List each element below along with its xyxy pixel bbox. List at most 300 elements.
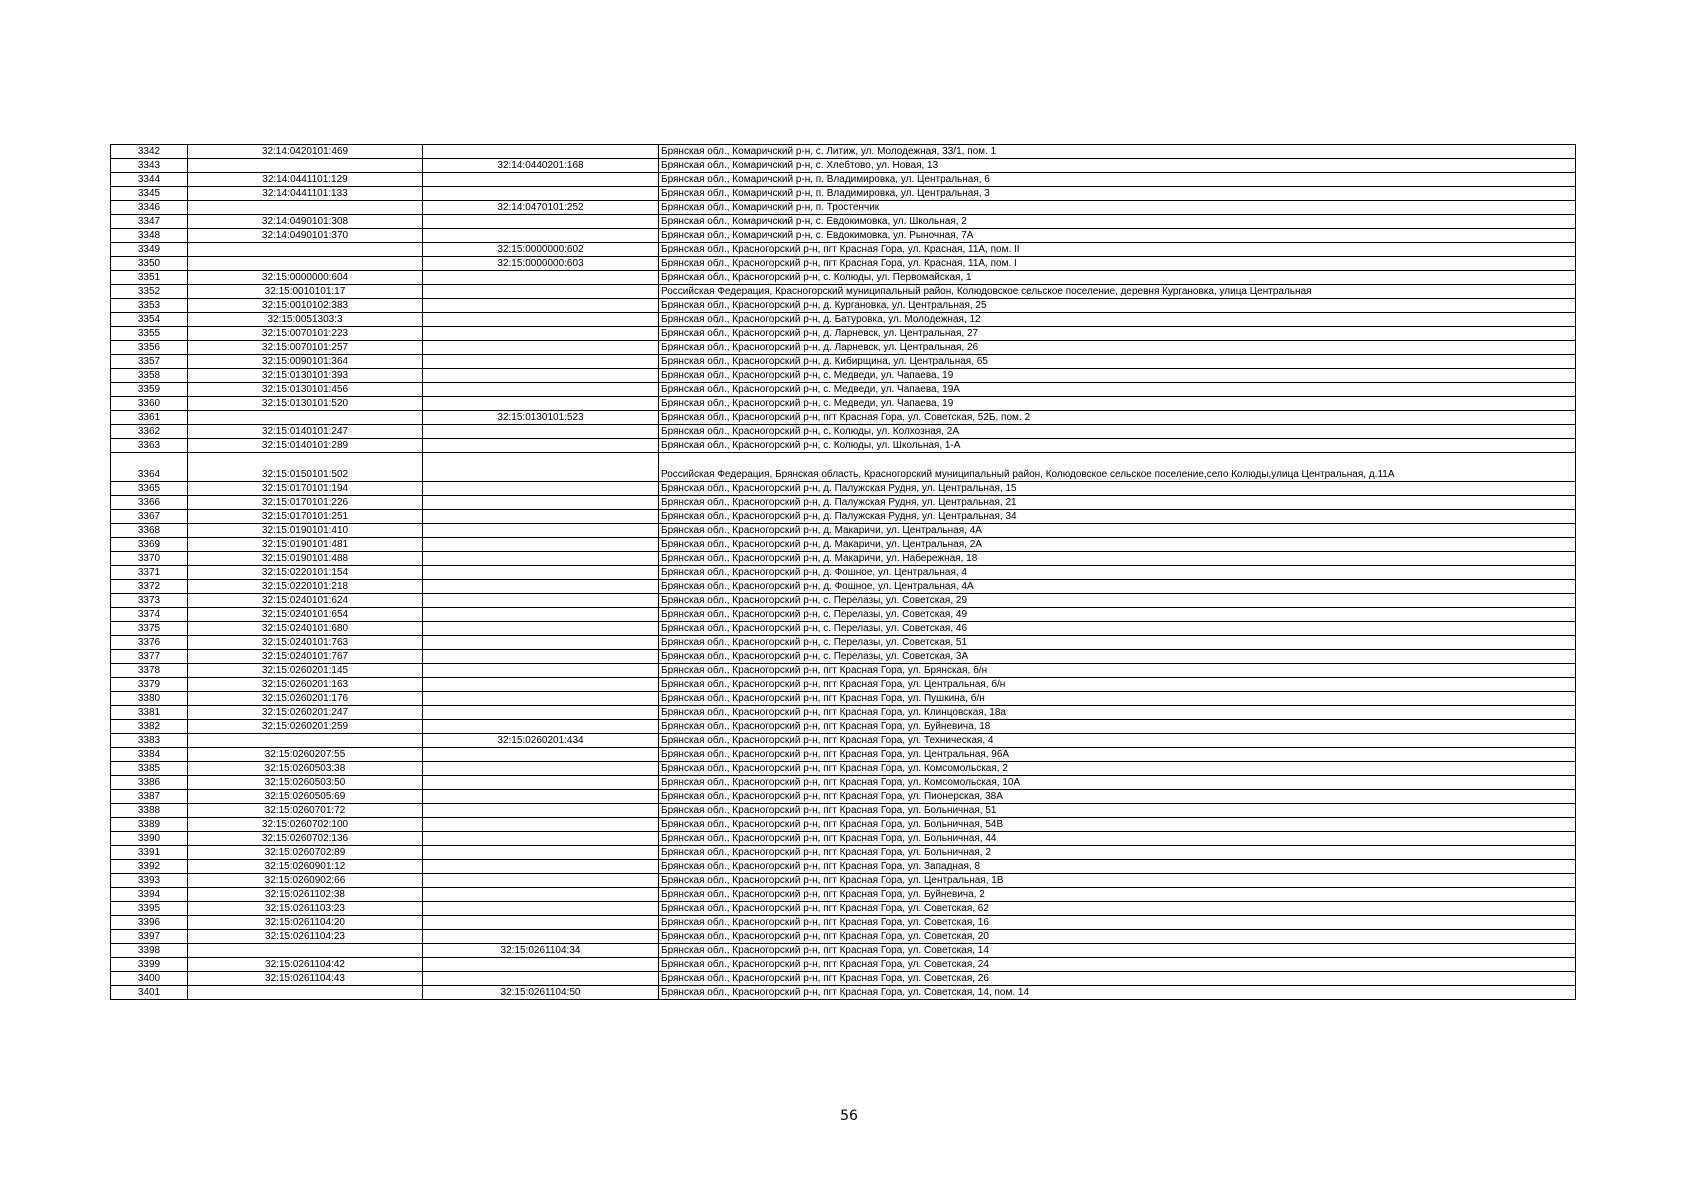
cadastral-number-alt-cell [423,874,659,888]
address-cell: Брянская обл., Красногорский р-н, пгт Красная Гора, ул. Советская, 24 [659,958,1576,972]
cadastral-number-cell: 32:15:0260201:145 [188,664,423,678]
cadastral-number-cell: 32:15:0090101:364 [188,355,423,369]
registry-table-body [111,145,1576,1000]
address-cell: Брянская обл., Красногорский р-н, д. Ларневск, ул. Центральная, 27 [659,327,1576,341]
row-number-cell: 3360 [111,397,188,411]
cadastral-number-alt-cell [423,762,659,776]
table-row [111,159,1576,173]
address-cell: Брянская обл., Комаричский р-н, п. Владимировка, ул. Центральная, 6 [659,173,1576,187]
table-row [111,173,1576,187]
table-row [111,425,1576,439]
table-row [111,902,1576,916]
row-number-cell: 3400 [111,972,188,986]
table-row [111,636,1576,650]
row-number-cell: 3393 [111,874,188,888]
address-cell: Брянская обл., Комаричский р-н, с. Литиж, ул. Молодежная, 33/1, пом. 1 [659,145,1576,159]
address-cell: Брянская обл., Красногорский р-н, пгт Красная Гора, ул. Буйневича, 18 [659,720,1576,734]
address-cell: Брянская обл., Красногорский р-н, д. Батуровка, ул. Молодежная, 12 [659,313,1576,327]
cadastral-number-cell: 32:15:0170101:226 [188,496,423,510]
table-row [111,888,1576,902]
table-row [111,397,1576,411]
cadastral-number-cell: 32:15:0240101:624 [188,594,423,608]
table-row [111,692,1576,706]
cadastral-number-cell [188,734,423,748]
table-row [111,804,1576,818]
cadastral-number-alt-cell [423,678,659,692]
row-number-cell: 3379 [111,678,188,692]
row-number-cell: 3387 [111,790,188,804]
cadastral-number-alt-cell [423,369,659,383]
cadastral-number-cell: 32:14:0490101:370 [188,229,423,243]
address-cell: Брянская обл., Красногорский р-н, д. Кургановка, ул. Центральная, 25 [659,299,1576,313]
address-cell: Брянская обл., Красногорский р-н, с. Колюды, ул. Колхозная, 2А [659,425,1576,439]
row-number-cell: 3349 [111,243,188,257]
table-row [111,790,1576,804]
table-row [111,524,1576,538]
table-row [111,860,1576,874]
cadastral-number-alt-cell: 32:15:0261104:50 [423,986,659,1000]
row-number-cell: 3368 [111,524,188,538]
cadastral-number-alt-cell: 32:15:0000000:603 [423,257,659,271]
table-row [111,720,1576,734]
address-cell: Брянская обл., Красногорский р-н, с. Медведи, ул. Чапаева, 19 [659,369,1576,383]
table-row [111,271,1576,285]
row-number-cell: 3342 [111,145,188,159]
cadastral-number-alt-cell [423,313,659,327]
table-row [111,944,1576,958]
cadastral-number-cell: 32:15:0240101:763 [188,636,423,650]
cadastral-number-cell: 32:15:0260201:163 [188,678,423,692]
address-cell: Брянская обл., Красногорский р-н, с. Медведи, ул. Чапаева, 19А [659,383,1576,397]
cadastral-number-alt-cell: 32:14:0470101:252 [423,201,659,215]
cadastral-number-alt-cell [423,650,659,664]
cadastral-number-cell: 32:15:0260902:66 [188,874,423,888]
cadastral-number-cell: 32:15:0190101:481 [188,538,423,552]
cadastral-number-cell: 32:15:0130101:520 [188,397,423,411]
address-cell: Брянская обл., Красногорский р-н, пгт Красная Гора, ул. Красная, 11А, пом. II [659,243,1576,257]
cadastral-number-cell: 32:15:0261104:23 [188,930,423,944]
row-number-cell: 3385 [111,762,188,776]
row-number-cell: 3362 [111,425,188,439]
cadastral-number-alt-cell [423,958,659,972]
cadastral-number-cell: 32:14:0420101:469 [188,145,423,159]
cadastral-number-alt-cell: 32:15:0130101:523 [423,411,659,425]
cadastral-number-alt-cell [423,888,659,902]
table-row [111,229,1576,243]
cadastral-number-cell: 32:15:0260201:176 [188,692,423,706]
table-row [111,215,1576,229]
cadastral-number-cell: 32:15:0220101:154 [188,566,423,580]
address-cell: Брянская обл., Красногорский р-н, пгт Красная Гора, ул. Советская, 14 [659,944,1576,958]
address-cell: Российская Федерация, Брянская область, Красногорский муниципальный район, Колюдовское сельское поселение,село Колюды,улица Центральная, д.11А [659,453,1576,482]
address-cell: Брянская обл., Красногорский р-н, д. Палужская Рудня, ул. Центральная, 15 [659,482,1576,496]
table-row [111,580,1576,594]
table-row [111,678,1576,692]
address-cell: Брянская обл., Красногорский р-н, пгт Красная Гора, ул. Центральная, 96А [659,748,1576,762]
cadastral-number-alt-cell: 32:14:0440201:168 [423,159,659,173]
row-number-cell: 3395 [111,902,188,916]
address-cell: Брянская обл., Красногорский р-н, пгт Красная Гора, ул. Больничная, 54В [659,818,1576,832]
row-number-cell: 3359 [111,383,188,397]
cadastral-number-cell: 32:15:0190101:410 [188,524,423,538]
table-row [111,594,1576,608]
cadastral-number-cell: 32:15:0000000:604 [188,271,423,285]
row-number-cell: 3396 [111,916,188,930]
cadastral-number-cell: 32:15:0260701:72 [188,804,423,818]
cadastral-number-alt-cell [423,846,659,860]
address-cell: Брянская обл., Красногорский р-н, д. Фошное, ул. Центральная, 4А [659,580,1576,594]
address-cell: Брянская обл., Красногорский р-н, пгт Красная Гора, ул. Техническая, 4 [659,734,1576,748]
address-cell: Брянская обл., Красногорский р-н, с. Перелазы, ул. Советская, 51 [659,636,1576,650]
cadastral-number-alt-cell [423,187,659,201]
cadastral-number-cell: 32:15:0260503:50 [188,776,423,790]
cadastral-number-cell: 32:15:0220101:218 [188,580,423,594]
cadastral-number-cell: 32:15:0170101:251 [188,510,423,524]
row-number-cell: 3378 [111,664,188,678]
row-number-cell: 3356 [111,341,188,355]
table-row [111,383,1576,397]
cadastral-number-alt-cell [423,622,659,636]
address-cell: Брянская обл., Комаричский р-н, п. Тростенчик [659,201,1576,215]
row-number-cell: 3345 [111,187,188,201]
cadastral-number-alt-cell [423,664,659,678]
cadastral-number-alt-cell [423,608,659,622]
row-number-cell: 3386 [111,776,188,790]
table-row [111,299,1576,313]
cadastral-number-cell [188,944,423,958]
cadastral-number-alt-cell [423,173,659,187]
table-row [111,930,1576,944]
cadastral-number-alt-cell [423,453,659,482]
address-cell: Брянская обл., Красногорский р-н, пгт Красная Гора, ул. Комсомольская, 2 [659,762,1576,776]
cadastral-number-cell [188,159,423,173]
address-cell: Брянская обл., Красногорский р-н, д. Палужская Рудня, ул. Центральная, 21 [659,496,1576,510]
row-number-cell: 3366 [111,496,188,510]
table-row [111,341,1576,355]
cadastral-number-cell [188,201,423,215]
table-row [111,257,1576,271]
address-cell: Брянская обл., Красногорский р-н, с. Перелазы, ул. Советская, 46 [659,622,1576,636]
address-cell: Брянская обл., Красногорский р-н, с. Колюды, ул. Первомайская, 1 [659,271,1576,285]
table-row [111,411,1576,425]
cadastral-number-cell: 32:14:0441101:129 [188,173,423,187]
row-number-cell: 3392 [111,860,188,874]
cadastral-number-cell: 32:15:0260702:100 [188,818,423,832]
cadastral-number-cell: 32:15:0170101:194 [188,482,423,496]
cadastral-number-alt-cell [423,510,659,524]
table-row [111,355,1576,369]
address-cell: Брянская обл., Красногорский р-н, с. Медведи, ул. Чапаева, 19 [659,397,1576,411]
cadastral-number-alt-cell [423,439,659,453]
address-cell: Брянская обл., Красногорский р-н, пгт Красная Гора, ул. Пионерская, 38А [659,790,1576,804]
table-row [111,874,1576,888]
cadastral-number-alt-cell [423,215,659,229]
row-number-cell: 3355 [111,327,188,341]
cadastral-number-alt-cell [423,972,659,986]
row-number-cell: 3351 [111,271,188,285]
table-row [111,453,1576,482]
address-cell: Брянская обл., Комаричский р-н, п. Владимировка, ул. Центральная, 3 [659,187,1576,201]
cadastral-number-alt-cell [423,341,659,355]
address-cell: Брянская обл., Красногорский р-н, пгт Красная Гора, ул. Брянская, б/н [659,664,1576,678]
cadastral-number-cell: 32:15:0261102:38 [188,888,423,902]
row-number-cell: 3382 [111,720,188,734]
row-number-cell: 3361 [111,411,188,425]
cadastral-number-alt-cell [423,538,659,552]
cadastral-number-cell: 32:15:0130101:456 [188,383,423,397]
row-number-cell: 3371 [111,566,188,580]
address-cell: Брянская обл., Красногорский р-н, с. Колюды, ул. Школьная, 1-А [659,439,1576,453]
cadastral-number-alt-cell [423,355,659,369]
row-number-cell: 3397 [111,930,188,944]
table-row [111,706,1576,720]
address-cell: Брянская обл., Комаричский р-н, с. Евдокимовка, ул. Школьная, 2 [659,215,1576,229]
cadastral-number-alt-cell [423,271,659,285]
row-number-cell: 3398 [111,944,188,958]
cadastral-number-alt-cell [423,383,659,397]
table-row [111,327,1576,341]
row-number-cell: 3377 [111,650,188,664]
cadastral-number-cell [188,411,423,425]
address-cell: Брянская обл., Красногорский р-н, пгт Красная Гора, ул. Советская, 16 [659,916,1576,930]
cadastral-number-alt-cell [423,860,659,874]
cadastral-number-alt-cell [423,397,659,411]
row-number-cell: 3394 [111,888,188,902]
cadastral-number-cell: 32:15:0070101:223 [188,327,423,341]
cadastral-number-alt-cell [423,552,659,566]
row-number-cell: 3389 [111,818,188,832]
address-cell: Брянская обл., Красногорский р-н, с. Перелазы, ул. Советская, 49 [659,608,1576,622]
table-row [111,748,1576,762]
cadastral-number-alt-cell [423,790,659,804]
table-row [111,313,1576,327]
row-number-cell: 3376 [111,636,188,650]
address-cell: Брянская обл., Красногорский р-н, д. Макаричи, ул. Центральная, 4А [659,524,1576,538]
row-number-cell: 3381 [111,706,188,720]
row-number-cell: 3383 [111,734,188,748]
row-number-cell: 3399 [111,958,188,972]
cadastral-number-cell: 32:15:0260201:259 [188,720,423,734]
row-number-cell: 3369 [111,538,188,552]
cadastral-number-alt-cell [423,636,659,650]
row-number-cell: 3373 [111,594,188,608]
table-row [111,776,1576,790]
cadastral-number-alt-cell [423,776,659,790]
cadastral-number-alt-cell [423,692,659,706]
table-row [111,201,1576,215]
cadastral-number-cell: 32:15:0260901:12 [188,860,423,874]
cadastral-number-alt-cell [423,706,659,720]
table-row [111,439,1576,453]
table-row [111,145,1576,159]
address-cell: Брянская обл., Комаричский р-н, с. Евдокимовка, ул. Рыночная, 7А [659,229,1576,243]
cadastral-number-cell [188,243,423,257]
address-cell: Брянская обл., Красногорский р-н, пгт Красная Гора, ул. Буйневича, 2 [659,888,1576,902]
cadastral-number-cell: 32:15:0150101:502 [188,453,423,482]
table-row [111,916,1576,930]
table-row [111,762,1576,776]
row-number-cell: 3348 [111,229,188,243]
cadastral-number-alt-cell [423,832,659,846]
row-number-cell: 3344 [111,173,188,187]
cadastral-number-cell: 32:15:0260702:136 [188,832,423,846]
row-number-cell: 3375 [111,622,188,636]
address-cell: Брянская обл., Красногорский р-н, д. Кибирщина, ул. Центральная, 65 [659,355,1576,369]
cadastral-number-cell: 32:15:0260503:38 [188,762,423,776]
row-number-cell: 3367 [111,510,188,524]
row-number-cell: 3358 [111,369,188,383]
cadastral-number-alt-cell [423,916,659,930]
cadastral-number-alt-cell [423,524,659,538]
row-number-cell: 3390 [111,832,188,846]
row-number-cell: 3357 [111,355,188,369]
address-cell: Брянская обл., Красногорский р-н, пгт Красная Гора, ул. Советская, 14, пом. 14 [659,986,1576,1000]
address-cell: Брянская обл., Красногорский р-н, д. Ларневск, ул. Центральная, 26 [659,341,1576,355]
table-row [111,566,1576,580]
cadastral-number-alt-cell [423,425,659,439]
row-number-cell: 3353 [111,299,188,313]
cadastral-number-cell: 32:14:0441101:133 [188,187,423,201]
address-cell: Брянская обл., Комаричский р-н, с. Хлебтово, ул. Новая, 13 [659,159,1576,173]
cadastral-number-cell: 32:15:0010101:17 [188,285,423,299]
table-row [111,958,1576,972]
table-row [111,832,1576,846]
table-row [111,510,1576,524]
cadastral-number-cell: 32:15:0261104:20 [188,916,423,930]
cadastral-number-alt-cell [423,566,659,580]
address-cell: Брянская обл., Красногорский р-н, пгт Красная Гора, ул. Больничная, 2 [659,846,1576,860]
address-cell: Брянская обл., Красногорский р-н, пгт Красная Гора, ул. Комсомольская, 10А [659,776,1576,790]
cadastral-number-cell: 32:15:0260505:69 [188,790,423,804]
cadastral-number-alt-cell [423,285,659,299]
row-number-cell: 3350 [111,257,188,271]
address-cell: Российская Федерация, Красногорский муниципальный район, Колюдовское сельское поселение, деревня Кургановка, улица Центральная [659,285,1576,299]
row-number-cell: 3343 [111,159,188,173]
address-cell: Брянская обл., Красногорский р-н, пгт Красная Гора, ул. Больничная, 51 [659,804,1576,818]
row-number-cell: 3354 [111,313,188,327]
address-cell: Брянская обл., Красногорский р-н, пгт Красная Гора, ул. Советская, 26 [659,972,1576,986]
address-cell: Брянская обл., Красногорский р-н, пгт Красная Гора, ул. Красная, 11А, пом. I [659,257,1576,271]
cadastral-number-alt-cell [423,327,659,341]
address-cell: Брянская обл., Красногорский р-н, д. Фошное, ул. Центральная, 4 [659,566,1576,580]
row-number-cell: 3391 [111,846,188,860]
cadastral-number-cell: 32:15:0260201:247 [188,706,423,720]
address-cell: Брянская обл., Красногорский р-н, пгт Красная Гора, ул. Пушкина, б/н [659,692,1576,706]
table-row [111,496,1576,510]
table-row [111,972,1576,986]
table-row [111,818,1576,832]
cadastral-number-cell: 32:15:0051303:3 [188,313,423,327]
address-cell: Брянская обл., Красногорский р-н, пгт Красная Гора, ул. Советская, 52Б, пом. 2 [659,411,1576,425]
cadastral-number-cell: 32:15:0140101:289 [188,439,423,453]
address-cell: Брянская обл., Красногорский р-н, пгт Красная Гора, ул. Клинцовская, 18а [659,706,1576,720]
address-cell: Брянская обл., Красногорский р-н, д. Макаричи, ул. Центральная, 2А [659,538,1576,552]
address-cell: Брянская обл., Красногорский р-н, пгт Красная Гора, ул. Центральная, 1В [659,874,1576,888]
cadastral-number-alt-cell [423,818,659,832]
cadastral-number-cell: 32:15:0240101:767 [188,650,423,664]
table-row [111,538,1576,552]
table-row [111,650,1576,664]
cadastral-number-cell: 32:15:0261104:42 [188,958,423,972]
table-row [111,734,1576,748]
cadastral-number-alt-cell [423,594,659,608]
table-row [111,552,1576,566]
row-number-cell: 3370 [111,552,188,566]
cadastral-number-alt-cell: 32:15:0000000:602 [423,243,659,257]
row-number-cell: 3347 [111,215,188,229]
row-number-cell: 3401 [111,986,188,1000]
row-number-cell: 3384 [111,748,188,762]
address-cell: Брянская обл., Красногорский р-н, пгт Красная Гора, ул. Советская, 20 [659,930,1576,944]
cadastral-number-cell: 32:15:0130101:393 [188,369,423,383]
property-registry-table [110,144,1576,1000]
address-cell: Брянская обл., Красногорский р-н, пгт Красная Гора, ул. Больничная, 44 [659,832,1576,846]
row-number-cell: 3365 [111,482,188,496]
cadastral-number-cell: 32:15:0010102:383 [188,299,423,313]
address-cell: Брянская обл., Красногорский р-н, с. Перелазы, ул. Советская, 29 [659,594,1576,608]
cadastral-number-alt-cell [423,930,659,944]
cadastral-number-cell: 32:14:0490101:308 [188,215,423,229]
row-number-cell: 3364 [111,453,188,482]
cadastral-number-alt-cell [423,145,659,159]
cadastral-number-cell [188,257,423,271]
cadastral-number-alt-cell: 32:15:0260201:434 [423,734,659,748]
cadastral-number-cell [188,986,423,1000]
row-number-cell: 3380 [111,692,188,706]
address-cell: Брянская обл., Красногорский р-н, д. Макаричи, ул. Набережная, 18 [659,552,1576,566]
page-number: 56 [840,1108,858,1124]
row-number-cell: 3372 [111,580,188,594]
cadastral-number-alt-cell [423,482,659,496]
cadastral-number-alt-cell: 32:15:0261104:34 [423,944,659,958]
cadastral-number-alt-cell [423,902,659,916]
table-row [111,664,1576,678]
table-row [111,622,1576,636]
cadastral-number-cell: 32:15:0240101:654 [188,608,423,622]
address-cell: Брянская обл., Красногорский р-н, пгт Красная Гора, ул. Центральная, б/н [659,678,1576,692]
cadastral-number-alt-cell [423,580,659,594]
cadastral-number-cell: 32:15:0070101:257 [188,341,423,355]
table-row [111,986,1576,1000]
address-cell: Брянская обл., Красногорский р-н, д. Палужская Рудня, ул. Центральная, 34 [659,510,1576,524]
cadastral-number-cell: 32:15:0190101:488 [188,552,423,566]
row-number-cell: 3346 [111,201,188,215]
table-row [111,243,1576,257]
table-row [111,285,1576,299]
address-cell: Брянская обл., Красногорский р-н, пгт Красная Гора, ул. Западная, 8 [659,860,1576,874]
cadastral-number-alt-cell [423,748,659,762]
table-row [111,608,1576,622]
table-row [111,187,1576,201]
cadastral-number-cell: 32:15:0261103:23 [188,902,423,916]
row-number-cell: 3388 [111,804,188,818]
row-number-cell: 3352 [111,285,188,299]
table-row [111,369,1576,383]
cadastral-number-alt-cell [423,299,659,313]
row-number-cell: 3363 [111,439,188,453]
cadastral-number-cell: 32:15:0140101:247 [188,425,423,439]
cadastral-number-cell: 32:15:0260702:89 [188,846,423,860]
address-cell: Брянская обл., Красногорский р-н, с. Перелазы, ул. Советская, 3А [659,650,1576,664]
cadastral-number-alt-cell [423,229,659,243]
cadastral-number-cell: 32:15:0240101:680 [188,622,423,636]
cadastral-number-alt-cell [423,804,659,818]
cadastral-number-alt-cell [423,496,659,510]
address-cell: Брянская обл., Красногорский р-н, пгт Красная Гора, ул. Советская, 62 [659,902,1576,916]
cadastral-number-alt-cell [423,720,659,734]
cadastral-number-cell: 32:15:0260207:55 [188,748,423,762]
table-row [111,482,1576,496]
